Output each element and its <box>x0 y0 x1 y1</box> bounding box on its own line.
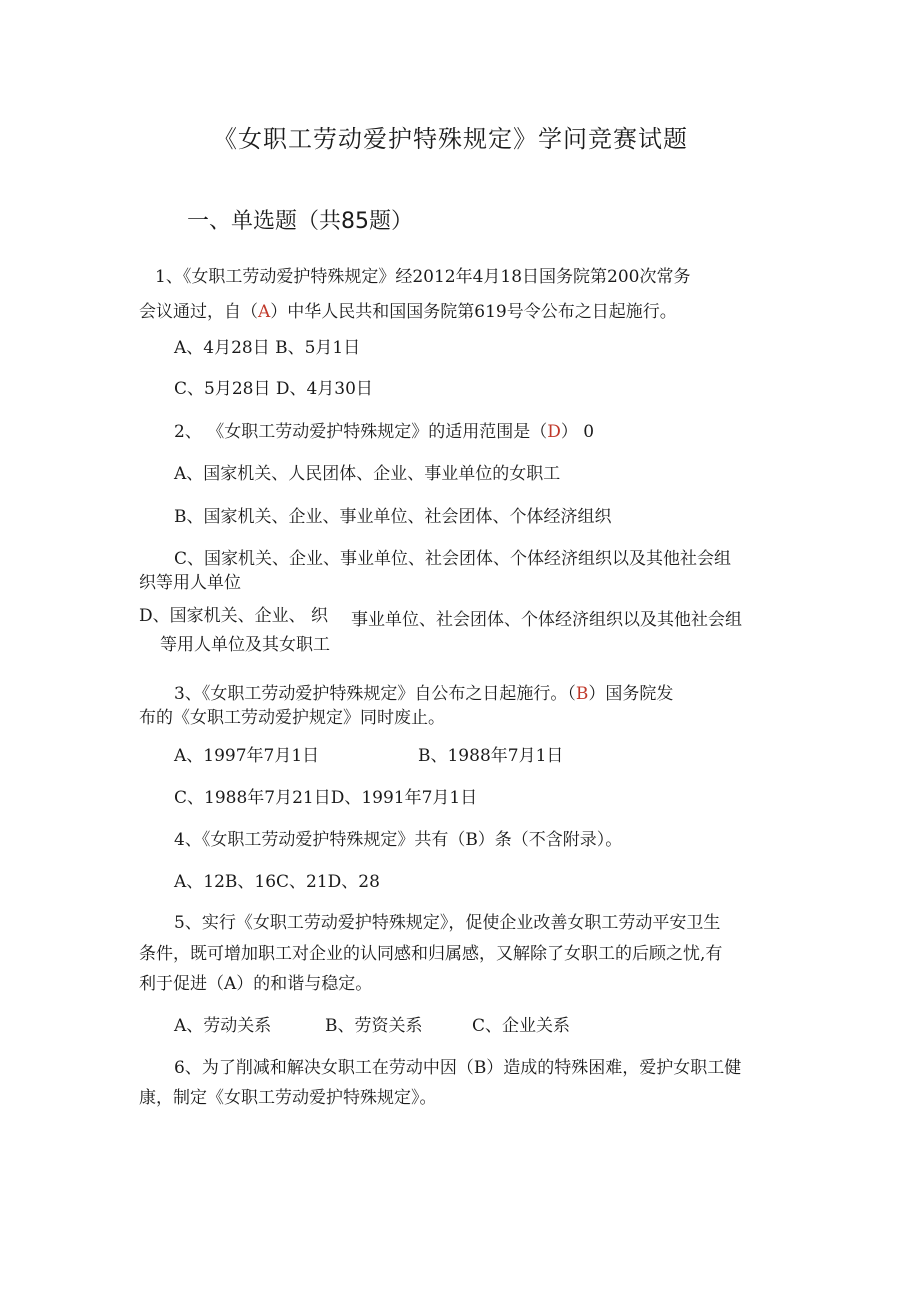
q2-answer: D <box>547 422 561 442</box>
q5-option-c: C、企业关系 <box>472 1016 571 1036</box>
q1-options-row2: C、5月28日 D、4月30日 <box>174 379 373 399</box>
section-heading: 一、单选题（共85题） <box>187 209 413 234</box>
q2-option-b: B、国家机关、企业、事业单位、社会团体、个体经济组织 <box>174 507 612 527</box>
q2-option-c-line1: C、国家机关、企业、事业单位、社会团体、个体经济组织以及其他社会组 <box>174 549 732 569</box>
q2-option-c-line2: 织等用人单位 <box>139 573 241 593</box>
q3-option-b: B、1988年7月1日 <box>418 746 564 766</box>
q2-option-d-line1a: D、国家机关、企业、 织 <box>139 606 329 626</box>
q1-line2: 会议通过，自（A）中华人民共和国国务院第619号令公布之日起施行。 <box>139 302 677 322</box>
q1-answer: A <box>258 302 271 322</box>
q4-options: A、12B、16C、21D、28 <box>174 872 380 892</box>
q3-line2: 布的《女职工劳动爱护规定》同时废止。 <box>139 708 445 728</box>
q2-option-d-line2: 等用人单位及其女职工 <box>160 635 330 655</box>
q2-option-d-line1b: 事业单位、社会团体、个体经济组织以及其他社会组 <box>351 610 742 630</box>
q5-line3: 利于促进（A）的和谐与稳定。 <box>139 974 373 994</box>
q2-line1: 2、 《女职工劳动爱护特殊规定》的适用范围是（D） 0 <box>174 422 595 442</box>
q3-option-a: A、1997年7月1日 <box>174 746 320 766</box>
page-title: 《女职工劳动爱护特殊规定》学问竞赛试题 <box>213 125 688 153</box>
q3-line1: 3、《女职工劳动爱护特殊规定》自公布之日起施行。（B）国务院发 <box>174 684 674 704</box>
q5-option-a: A、劳动关系 <box>174 1016 272 1036</box>
q2-option-a: A、国家机关、人民团体、企业、事业单位的女职工 <box>174 464 561 484</box>
q5-option-b: B、劳资关系 <box>325 1016 423 1036</box>
q1-options-row1: A、4月28日 B、5月1日 <box>174 338 361 358</box>
q5-line1: 5、实行《女职工劳动爱护特殊规定》，促使企业改善女职工劳动平安卫生 <box>174 913 721 933</box>
q6-line2: 康，制定《女职工劳动爱护特殊规定》。 <box>139 1088 437 1108</box>
q6-line1: 6、为了削减和解决女职工在劳动中因（B）造成的特殊困难，爱护女职工健 <box>174 1058 742 1078</box>
q5-line2: 条件，既可增加职工对企业的认同感和归属感，又解除了女职工的后顾之忧,有 <box>139 944 723 964</box>
q3-options-row2: C、1988年7月21日D、1991年7月1日 <box>174 788 478 808</box>
q4-line1: 4、《女职工劳动爱护特殊规定》共有（B）条（不含附录）。 <box>174 830 623 850</box>
q1-line1: 1、《女职工劳动爱护特殊规定》经2012年4月18日国务院第200次常务 <box>155 267 691 287</box>
q3-answer: B <box>575 684 589 704</box>
